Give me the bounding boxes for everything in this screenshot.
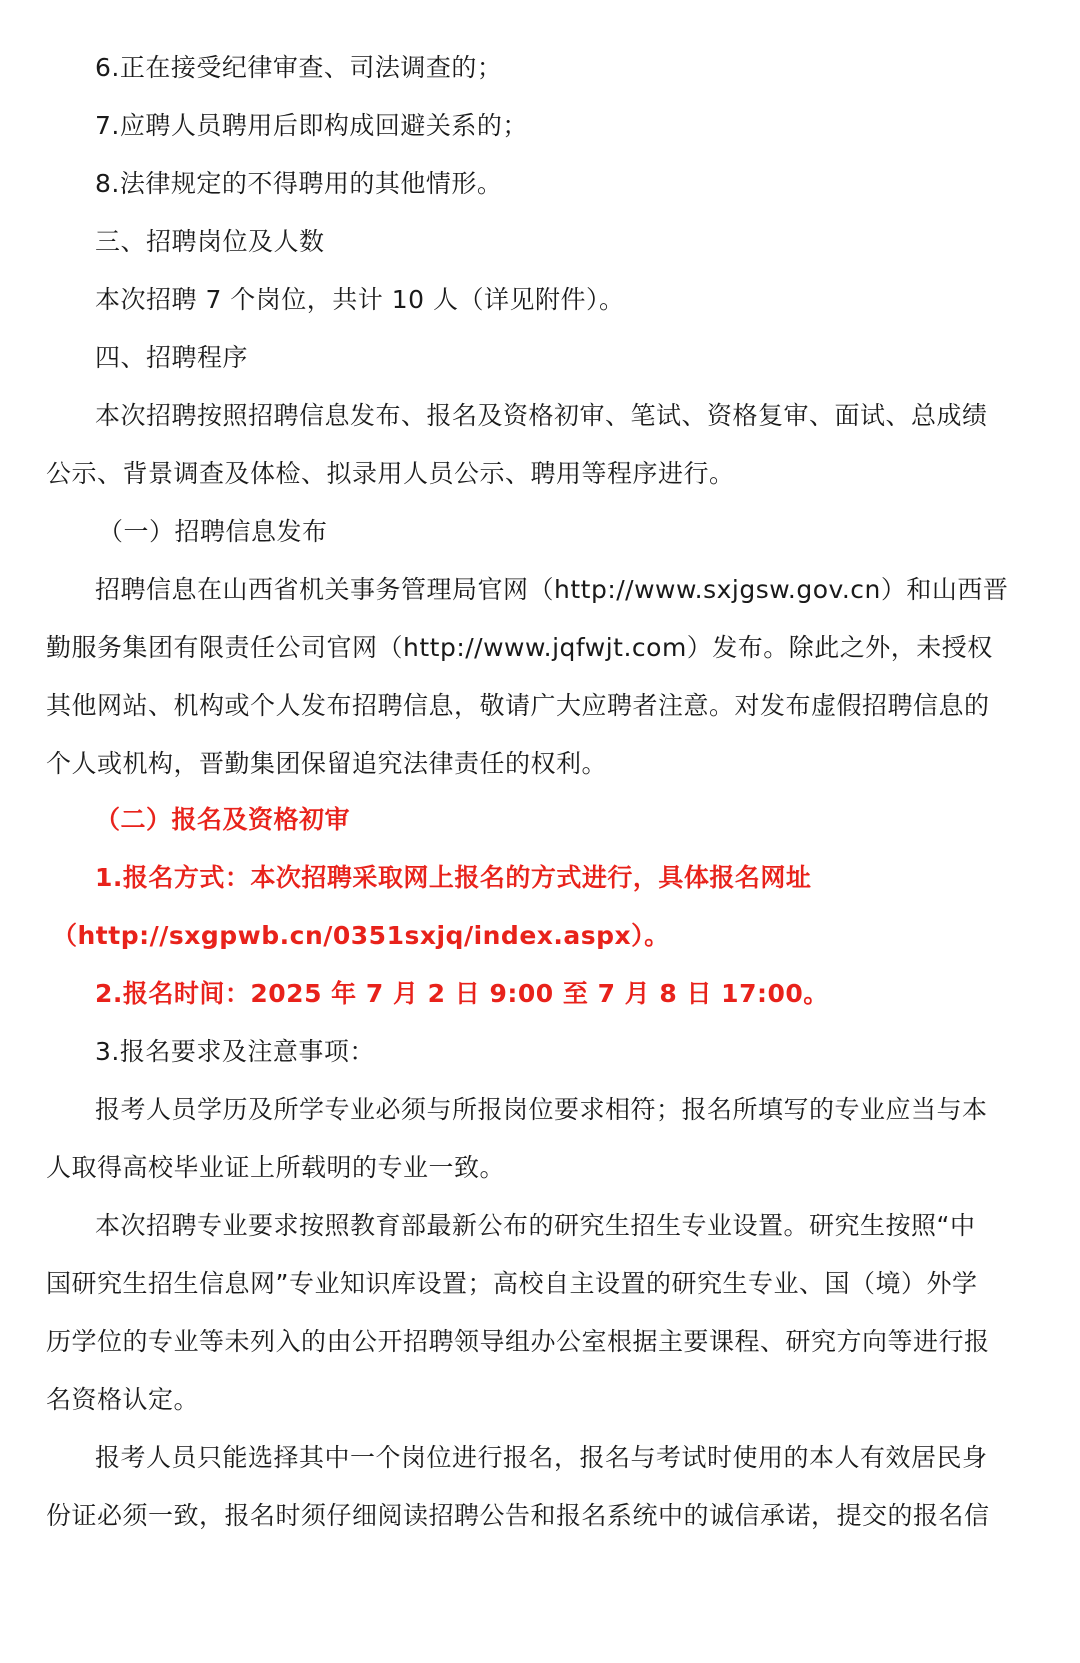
text-line: 7.应聘人员聘用后即构成回避关系的；: [95, 111, 528, 140]
text-line: 招聘信息在山西省机关事务管理局官网（http://www.sxjgsw.gov.cn）和山西晋: [95, 575, 1009, 604]
text-line: 报考人员学历及所学专业必须与所报岗位要求相符；报名所填写的专业应当与本: [95, 1095, 988, 1124]
text-line: 份证必须一致，报名时须仔细阅读招聘公告和报名系统中的诚信承诺，提交的报名信: [46, 1501, 990, 1530]
section-heading: 四、招聘程序: [95, 343, 249, 372]
registration-url: （http://sxgpwb.cn/0351sxjq/index.aspx）。: [52, 921, 670, 950]
text-line: 报考人员只能选择其中一个岗位进行报名，报名与考试时使用的本人有效居民身: [95, 1443, 988, 1472]
text-line: 个人或机构，晋勤集团保留追究法律责任的权利。: [46, 749, 608, 778]
subsection-heading-highlight: （二）报名及资格初审: [95, 805, 351, 834]
registration-method: 1.报名方式：本次招聘采取网上报名的方式进行，具体报名网址: [95, 863, 812, 892]
subsection-heading: （一）招聘信息发布: [98, 517, 328, 546]
text-line: 公示、背景调查及体检、拟录用人员公示、聘用等程序进行。: [46, 459, 735, 488]
text-line: 8.法律规定的不得聘用的其他情形。: [95, 169, 503, 198]
registration-time: 2.报名时间：2025 年 7 月 2 日 9:00 至 7 月 8 日 17:00。: [95, 979, 829, 1008]
text-line: 历学位的专业等未列入的由公开招聘领导组办公室根据主要课程、研究方向等进行报: [46, 1327, 990, 1356]
text-line: 勤服务集团有限责任公司官网（http://www.jqfwjt.com）发布。除此之外，未授权: [46, 633, 993, 662]
text-line: 本次招聘专业要求按照教育部最新公布的研究生招生专业设置。研究生按照“中: [95, 1211, 976, 1240]
text-line: 本次招聘按照招聘信息发布、报名及资格初审、笔试、资格复审、面试、总成绩: [95, 401, 988, 430]
text-line: 人取得高校毕业证上所载明的专业一致。: [46, 1153, 506, 1182]
text-line: 6.正在接受纪律审查、司法调查的；: [95, 53, 503, 82]
text-line: 其他网站、机构或个人发布招聘信息，敬请广大应聘者注意。对发布虚假招聘信息的: [46, 691, 990, 720]
section-heading: 三、招聘岗位及人数: [95, 227, 325, 256]
text-line: 名资格认定。: [46, 1385, 200, 1414]
text-line: 本次招聘 7 个岗位，共计 10 人（详见附件）。: [95, 285, 625, 314]
text-line: 3.报名要求及注意事项：: [95, 1037, 375, 1066]
text-line: 国研究生招生信息网”专业知识库设置；高校自主设置的研究生专业、国（境）外学: [46, 1269, 978, 1298]
